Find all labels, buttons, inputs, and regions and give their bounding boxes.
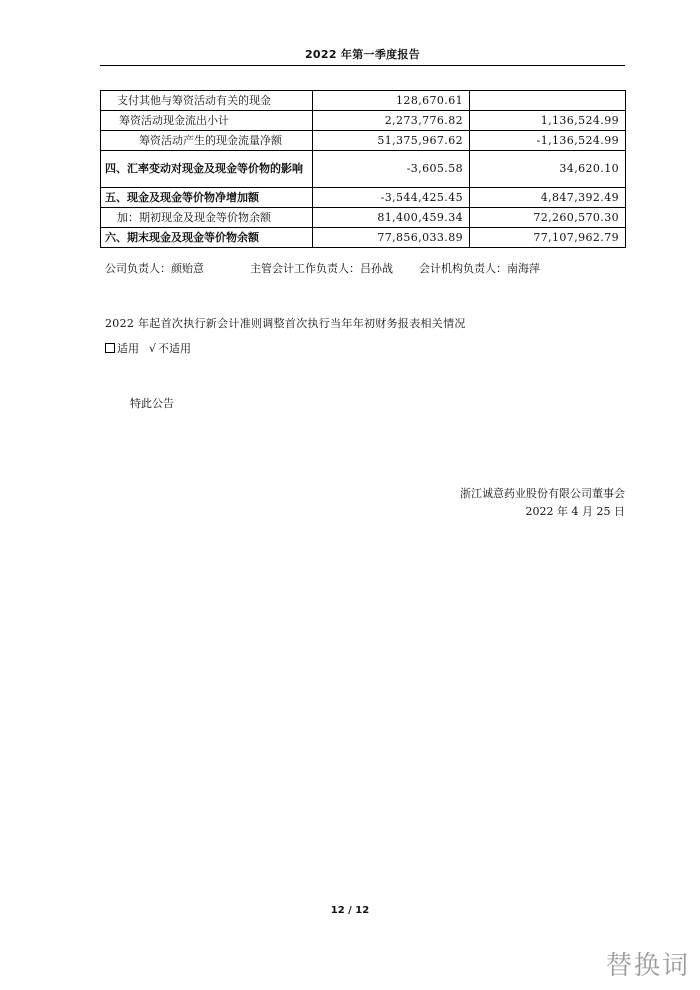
current-period-value: 51,375,967.62 xyxy=(313,131,470,151)
table-row xyxy=(101,151,626,188)
prior-period-value: 34,620.10 xyxy=(470,151,626,188)
table-row xyxy=(101,208,626,228)
row-label: 筹资活动现金流出小计 xyxy=(101,111,313,131)
page-number: 12 / 12 xyxy=(330,905,370,916)
unchecked-box-icon xyxy=(105,343,115,353)
company-head-signature: 公司负责人：颜贻意 xyxy=(105,262,204,275)
prior-period-value: 1,136,524.99 xyxy=(470,111,626,131)
check-mark-icon: √ xyxy=(149,342,157,355)
current-period-value: 77,856,033.89 xyxy=(313,228,470,248)
table-row xyxy=(101,188,626,208)
table-row xyxy=(101,91,626,111)
header-divider xyxy=(100,65,625,66)
watermark-text: 替换词 xyxy=(605,951,690,981)
prior-period-value: -1,136,524.99 xyxy=(470,131,626,151)
accounting-dept-head-signature: 会计机构负责人：南海萍 xyxy=(419,262,540,275)
closing-remark: 特此公告 xyxy=(130,397,174,410)
row-label: 加：期初现金及现金等价物余额 xyxy=(101,208,313,228)
row-label: 筹资活动产生的现金流量净额 xyxy=(101,131,313,151)
prior-period-value: 4,847,392.49 xyxy=(470,188,626,208)
table-row xyxy=(101,111,626,131)
accounting-head-signature: 主管会计工作负责人：吕孙战 xyxy=(250,262,393,275)
option-applicable-label: 适用 xyxy=(117,342,139,355)
prior-period-value: 72,260,570.30 xyxy=(470,208,626,228)
current-period-value: 2,273,776.82 xyxy=(313,111,470,131)
option-not-applicable-label: 不适用 xyxy=(158,342,192,355)
cash-flow-table xyxy=(100,90,626,248)
row-label: 四、汇率变动对现金及现金等价物的影响 xyxy=(101,151,313,188)
current-period-value: 81,400,459.34 xyxy=(313,208,470,228)
policy-statement: 2022 年起首次执行新会计准则调整首次执行当年年初财务报表相关情况 xyxy=(105,317,466,330)
announcement-date: 2022 年 4 月 25 日 xyxy=(525,505,625,518)
prior-period-value xyxy=(470,91,626,111)
company-board-signature: 浙江诚意药业股份有限公司董事会 xyxy=(460,487,625,500)
table-row xyxy=(101,131,626,151)
current-period-value: -3,605.58 xyxy=(313,151,470,188)
current-period-value: 128,670.61 xyxy=(313,91,470,111)
current-period-value: -3,544,425.45 xyxy=(313,188,470,208)
prior-period-value: 77,107,962.79 xyxy=(470,228,626,248)
row-label: 支付其他与筹资活动有关的现金 xyxy=(101,91,313,111)
report-header-title: 2022 年第一季度报告 xyxy=(304,48,421,61)
applicability-options xyxy=(105,340,191,356)
table-row xyxy=(101,228,626,248)
row-label: 五、现金及现金等价物净增加额 xyxy=(101,188,313,208)
row-label: 六、期末现金及现金等价物余额 xyxy=(101,228,313,248)
